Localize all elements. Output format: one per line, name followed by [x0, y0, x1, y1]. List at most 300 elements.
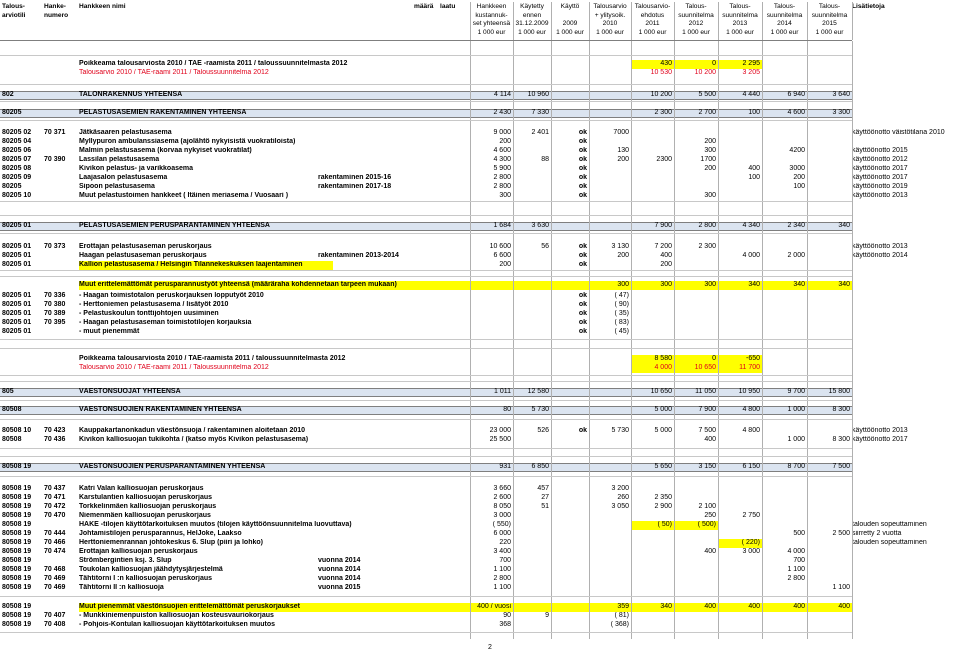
cell-bef: 27 — [541, 494, 549, 501]
cell-num: 70 371 — [44, 129, 66, 136]
cell-y13: 3000 — [789, 165, 805, 172]
cell-tot: 2 430 — [493, 109, 511, 116]
table-row — [0, 310, 960, 319]
cell-num: 70 423 — [44, 427, 66, 434]
cell-y11: 3 150 — [698, 463, 716, 470]
cell-name: Kivikon pelastus- ja varikkoasema — [79, 165, 193, 172]
header-cell: Käyttö — [560, 3, 580, 10]
cell-y14: 400 — [838, 603, 850, 610]
cell-acc: 80205 09 — [2, 174, 32, 181]
cell-y14: 8 300 — [832, 436, 850, 443]
header-cell: arviotili — [2, 11, 26, 19]
cell-bef: 56 — [541, 243, 549, 250]
cell-use: ok — [578, 129, 587, 136]
cell-name: Sipoon pelastusasema — [79, 183, 155, 190]
cell-use: ok — [578, 328, 587, 335]
cell-info: käyttöönotto 2015 — [852, 147, 908, 154]
header-cell: suunnitelma — [722, 11, 758, 19]
table-row — [0, 301, 960, 310]
cell-tot: 4 300 — [493, 156, 511, 163]
table-row — [0, 328, 960, 337]
cell-acc: 80508 — [2, 406, 22, 413]
header-divider — [807, 2, 808, 40]
cell-y11: 10 650 — [694, 364, 716, 371]
cell-num: 70 395 — [44, 319, 66, 326]
cell-bef: 12 580 — [527, 388, 549, 395]
cell-tot: 5 900 — [493, 165, 511, 172]
row-divider — [0, 276, 852, 277]
cell-y11: 11 050 — [695, 388, 716, 395]
cell-y09: ( 90) — [614, 301, 629, 308]
cell-tot: 8 050 — [493, 503, 511, 510]
cell-name: HÄKE -tilojen käyttötarkoituksen muutos (tilojen käyttöönsuunnitelma luovuttava) — [79, 521, 352, 528]
cell-y12: 3 205 — [742, 69, 760, 76]
cell-use: ok — [578, 174, 587, 181]
cell-y13: 1 100 — [787, 566, 805, 573]
table-row — [0, 292, 960, 301]
cell-tot: 1 011 — [494, 388, 511, 395]
cell-y11: 200 — [704, 138, 716, 145]
cell-name: TALONRAKENNUS YHTEENSÄ — [79, 91, 183, 98]
cell-y10: 340 — [660, 603, 672, 610]
cell-name: Talousarvio 2010 / TAE-raami 2011 / Taloussuunnitelma 2012 — [79, 364, 269, 371]
cell-acc: 80508 19 — [2, 521, 32, 528]
cell-y11: 0 — [712, 60, 716, 67]
cell-y09: 3 200 — [611, 485, 629, 492]
header-cell: 2013 — [732, 20, 748, 28]
cell-y11: 7 900 — [698, 406, 716, 413]
cell-bef: 7 330 — [531, 109, 549, 116]
cell-name: - muut pienemmät — [79, 328, 140, 335]
header-cell: Hankkeen nimi — [79, 3, 126, 10]
header-cell: Talous- — [685, 3, 707, 10]
cell-y10: 7 900 — [654, 222, 672, 229]
header-cell: Talous- — [773, 3, 796, 10]
cell-y13: 1 000 — [787, 406, 805, 413]
cell-y09: 260 — [617, 494, 629, 501]
cell-extra: rakentaminen 2017-18 — [318, 183, 392, 190]
cell-name: VÄESTÖNSUOJIEN PERUSPARANTAMINEN YHTEENSÄ — [79, 463, 266, 470]
cell-info: käyttöönotto 2014 — [852, 252, 908, 259]
cell-use: ok — [578, 427, 587, 434]
cell-bef: 2 401 — [531, 129, 549, 136]
header-cell: Talousarvio — [593, 3, 627, 10]
cell-use: ok — [578, 183, 587, 190]
cell-bef: 457 — [537, 485, 549, 492]
row-divider — [0, 101, 852, 102]
cell-y10: 5 000 — [654, 427, 672, 434]
header-divider — [718, 2, 719, 40]
header-cell: 2010 — [602, 20, 618, 28]
cell-num: 70 468 — [44, 566, 66, 573]
header-cell: Talous- — [818, 3, 841, 10]
cell-name: - Pelastuskoulun tonttijohtojen uusiminen — [79, 310, 219, 317]
cell-use: ok — [578, 156, 587, 163]
cell-acc: 80508 19 — [2, 612, 32, 619]
cell-y10: 8 580 — [654, 355, 672, 362]
cell-use: ok — [578, 292, 587, 299]
header-cell: + ylitysoik. — [594, 11, 626, 19]
cell-y10: 5 000 — [654, 406, 672, 413]
cell-use: ok — [578, 192, 587, 199]
cell-name: Karstulantien kalliosuojan peruskorjaus — [79, 494, 213, 501]
cell-y12: 11 700 — [739, 364, 760, 371]
row-divider — [0, 632, 852, 633]
table-row — [0, 60, 960, 69]
cell-y13: 700 — [793, 557, 805, 564]
cell-num: 70 389 — [44, 310, 66, 317]
cell-y11: 2 700 — [698, 109, 716, 116]
cell-num: 70 466 — [44, 539, 66, 546]
cell-y12: 340 — [748, 281, 760, 288]
header-bottom-border — [0, 40, 852, 41]
cell-y14: 340 — [838, 281, 850, 288]
cell-acc: 80205 02 — [2, 129, 32, 136]
header-cell: 1 000 eur — [556, 28, 584, 36]
cell-y11: 300 — [704, 147, 716, 154]
cell-name: Niemenmäen kalliosuojan peruskorjaus — [79, 512, 211, 519]
cell-y09: 200 — [617, 252, 629, 259]
table-row — [0, 91, 960, 100]
table-row — [0, 612, 960, 621]
header-cell: 1 000 eur — [726, 28, 754, 36]
cell-tot: 6 000 — [493, 530, 511, 537]
cell-y14: 340 — [838, 222, 850, 229]
cell-y10: 300 — [660, 281, 672, 288]
cell-acc: 80205 01 — [2, 252, 32, 259]
cell-tot: 1 100 — [493, 566, 511, 573]
cell-tot: 931 — [499, 463, 511, 470]
cell-y09: ( 45) — [614, 328, 629, 335]
cell-acc: 80508 19 — [2, 463, 32, 470]
cell-acc: 80205 01 — [2, 222, 32, 229]
cell-y13: 8 700 — [787, 463, 805, 470]
cell-info: talouden sopeuttaminen — [852, 539, 927, 546]
cell-info: käyttöönotto 2017 — [852, 165, 908, 172]
cell-name: Tähtitorni II :n kalliosuoja — [79, 584, 164, 591]
table-row — [0, 557, 960, 566]
cell-info: käyttöönotto 2017 — [852, 174, 908, 181]
header-cell: 1 000 eur — [638, 28, 667, 36]
cell-extra: vuonna 2014 — [318, 575, 361, 582]
header-cell: 1 000 eur — [815, 28, 844, 36]
cell-y12: 4 000 — [742, 252, 760, 259]
cell-y14: 8 300 — [832, 406, 850, 413]
cell-y10: 10 200 — [650, 91, 672, 98]
row-divider — [0, 233, 852, 234]
header-cell: ennen — [522, 11, 542, 19]
cell-name: Strömbergintien ksj. 3. Slup — [79, 557, 172, 564]
row-divider — [0, 596, 852, 597]
cell-acc: 80508 19 — [2, 566, 32, 573]
cell-use: ok — [578, 301, 587, 308]
cell-y14: 7 500 — [832, 463, 850, 470]
cell-use: ok — [578, 310, 587, 317]
cell-name: Jätkäsaaren pelastusasema — [79, 129, 172, 136]
cell-y13: 100 — [793, 183, 805, 190]
cell-info: käyttöönotto 2013 — [852, 243, 908, 250]
cell-num: 70 469 — [44, 584, 66, 591]
cell-info: talouden sopeuttaminen — [852, 521, 927, 528]
table-row — [0, 174, 960, 183]
cell-y09: 359 — [617, 603, 629, 610]
cell-y11: 400 — [704, 548, 716, 555]
cell-y11: 5 500 — [698, 91, 716, 98]
cell-y12: 10 950 — [738, 388, 760, 395]
cell-num: 70 474 — [44, 548, 66, 555]
cell-extra: rakentaminen 2013-2014 — [318, 252, 399, 259]
cell-y09: 5 730 — [611, 427, 629, 434]
cell-name: - Pohjois-Kontulan kalliosuojan käyttötarkoituksen muutos — [79, 621, 276, 628]
cell-name: Malmin pelastusasema (korvaa nykyiset vuokratilat) — [79, 147, 252, 154]
cell-acc: 80205 01 — [2, 292, 32, 299]
cell-y11: 1700 — [700, 156, 716, 163]
table-row — [0, 192, 960, 201]
cell-acc: 80205 01 — [2, 243, 32, 250]
cell-y14: 15 800 — [828, 388, 850, 395]
row-divider — [0, 419, 852, 420]
cell-name: Toukolan kalliosuojan jäähdytysjärjestelmä — [79, 566, 223, 573]
cell-y13: 4 000 — [787, 548, 805, 555]
cell-use: ok — [578, 243, 587, 250]
cell-y13: 500 — [793, 530, 805, 537]
row-divider — [0, 476, 852, 477]
header-cell: suunnitelma — [811, 11, 848, 19]
cell-y12: 2 750 — [742, 512, 760, 519]
header-cell: numero — [44, 11, 69, 19]
cell-y09: ( 368) — [610, 621, 629, 628]
cell-y10: 2300 — [656, 156, 672, 163]
cell-name: Myllypuron ambulanssiasema (ajolähtö nykyisistä vuokratiloista) — [79, 138, 296, 145]
table-row — [0, 388, 960, 397]
cell-tot: 9 000 — [493, 129, 511, 136]
cell-use: ok — [578, 319, 587, 326]
table-row — [0, 548, 960, 557]
cell-y10: 10 530 — [650, 69, 672, 76]
cell-acc: 80508 19 — [2, 575, 32, 582]
cell-y11: 2 300 — [698, 243, 716, 250]
cell-tot: 10 600 — [489, 243, 511, 250]
cell-acc: 80508 19 — [2, 485, 32, 492]
cell-tot: 80 — [503, 406, 511, 413]
header-cell: kustannuk- — [475, 11, 508, 19]
header-cell: laatu — [440, 3, 456, 10]
table-row — [0, 109, 960, 118]
cell-name: Erottajan pelastusaseman peruskorjaus — [79, 243, 212, 250]
row-divider — [0, 120, 852, 121]
row-divider — [0, 381, 852, 382]
cell-acc: 80205 07 — [2, 156, 32, 163]
cell-use: ok — [578, 138, 587, 145]
header-cell: 2015 — [822, 20, 837, 28]
cell-tot: 700 — [499, 557, 511, 564]
cell-y13: 6 940 — [787, 91, 805, 98]
cell-tot: 90 — [503, 612, 511, 619]
cell-y10: 2 900 — [654, 503, 672, 510]
row-divider — [0, 270, 852, 271]
column-divider — [674, 41, 675, 639]
cell-y13: 400 — [793, 603, 805, 610]
row-divider — [0, 84, 852, 85]
cell-y11: 7 500 — [698, 427, 716, 434]
cell-name: Muut erittelemättömät perusparannustyöt yhteensä (määrärahа kohdennetaan tarpeen mukaan) — [79, 281, 397, 288]
table-row — [0, 427, 960, 436]
table-row — [0, 494, 960, 503]
cell-use: ok — [578, 261, 587, 268]
cell-acc: 80205 01 — [2, 261, 32, 268]
table-row — [0, 138, 960, 147]
cell-num: 70 470 — [44, 512, 66, 519]
cell-acc: 80205 01 — [2, 319, 32, 326]
cell-bef: 51 — [541, 503, 549, 510]
cell-y11: 400 — [704, 603, 716, 610]
cell-name: - Haagan toimistotalon peruskorjauksen lopputyöt 2010 — [79, 292, 264, 299]
column-divider — [470, 41, 471, 639]
cell-y12: 4 440 — [742, 91, 760, 98]
row-divider — [0, 348, 852, 349]
cell-y10: 400 — [660, 252, 672, 259]
cell-y09: ( 47) — [614, 292, 629, 299]
cell-y09: 300 — [617, 281, 629, 288]
cell-name: Johtamistilojen perusparannus, HelJoke, Laakso — [79, 530, 242, 537]
cell-num: 70 408 — [44, 621, 66, 628]
header-cell: Talousarvio- — [634, 3, 671, 10]
header-cell: 2014 — [777, 20, 792, 28]
cell-name: - Haagan pelastusaseman toimistotilojen korjauksia — [79, 319, 252, 326]
cell-y11: 2 100 — [698, 503, 716, 510]
cell-y13: 4200 — [789, 147, 805, 154]
cell-name: Kivikon kalliosuojan tukikohta / (katso myös Kivikon pelastusasema) — [79, 436, 309, 443]
cell-tot: 2 800 — [493, 183, 511, 190]
cell-bef: 6 850 — [531, 463, 549, 470]
cell-num: 70 407 — [44, 612, 66, 619]
table-row — [0, 261, 960, 270]
header-cell: 1 000 eur — [596, 28, 624, 36]
table-row — [0, 603, 960, 612]
row-divider — [0, 215, 852, 216]
cell-y10: 430 — [660, 60, 672, 67]
header-cell: Hankkeen — [476, 3, 507, 10]
cell-y09: ( 81) — [614, 612, 629, 619]
cell-acc: 80205 01 — [2, 301, 32, 308]
cell-y09: 7000 — [613, 129, 629, 136]
cell-y09: ( 83) — [614, 319, 629, 326]
header-divider — [513, 2, 514, 40]
cell-y11: 0 — [712, 355, 716, 362]
cell-y14: 3 300 — [832, 109, 850, 116]
header-cell: Käytetty — [520, 3, 544, 10]
header-cell: 1 000 eur — [770, 28, 799, 36]
cell-y12: 2 295 — [742, 60, 760, 67]
cell-acc: 80508 19 — [2, 584, 32, 591]
cell-name: Muut pelastustoimen hankkeet ( Itäinen meriasema / Vuosaari ) — [79, 192, 289, 199]
header-cell: määrä — [414, 3, 434, 10]
cell-name: Herttoniemenrannan johtokeskus 6. Slup (piiri ja lohko) — [79, 539, 263, 546]
cell-name: Laajasalon pelastusasema — [79, 174, 168, 181]
table-row — [0, 364, 960, 373]
cell-tot: 2 800 — [493, 174, 511, 181]
cell-tot: 368 — [499, 621, 511, 628]
table-row — [0, 621, 960, 630]
row-divider — [0, 375, 852, 376]
row-divider — [0, 448, 852, 449]
header-divider — [674, 2, 675, 40]
table-row — [0, 222, 960, 231]
cell-y13: 4 600 — [787, 109, 805, 116]
row-divider — [0, 456, 852, 457]
cell-y12: 4 800 — [742, 406, 760, 413]
cell-acc: 80508 19 — [2, 512, 32, 519]
header-cell: 2011 — [645, 20, 660, 28]
cell-y13: 2 000 — [787, 252, 805, 259]
cell-num: 70 444 — [44, 530, 66, 537]
cell-acc: 80508 10 — [2, 427, 32, 434]
cell-acc: 80508 19 — [2, 503, 32, 510]
cell-name: Poikkeama talousarviosta 2010 / TAE-raamista 2011 / taloussuunnitelmasta 2012 — [79, 355, 346, 362]
cell-y10: 2 350 — [654, 494, 672, 501]
cell-acc: 80508 19 — [2, 603, 32, 610]
cell-y13: 340 — [793, 281, 805, 288]
table-row — [0, 566, 960, 575]
header-cell: 1 000 eur — [682, 28, 710, 36]
cell-y12: 100 — [748, 174, 760, 181]
column-divider — [551, 41, 552, 639]
cell-tot: 3 400 — [493, 548, 511, 555]
cell-y09: 3 050 — [611, 503, 629, 510]
header-divider — [551, 2, 552, 40]
header-cell: 1 000 eur — [518, 28, 546, 36]
header-cell: suunnitelma — [766, 11, 803, 19]
cell-tot: 6 600 — [493, 252, 511, 259]
header-divider — [589, 2, 590, 40]
cell-tot: 200 — [499, 261, 511, 268]
cell-y13: 2 800 — [787, 575, 805, 582]
cell-y12: 4 800 — [742, 427, 760, 434]
cell-y13: 2 340 — [787, 222, 805, 229]
table-row — [0, 252, 960, 261]
cell-y11: 2 800 — [698, 222, 716, 229]
cell-y09: ( 35) — [614, 310, 629, 317]
header-cell: suunnitelma — [678, 11, 714, 19]
cell-name: VÄESTÖNSUOJAT YHTEENSÄ — [79, 388, 181, 395]
column-divider — [513, 41, 514, 639]
table-row — [0, 539, 960, 548]
cell-num: 70 436 — [44, 436, 66, 443]
cell-num: 70 373 — [44, 243, 66, 250]
cell-name: - Munkkiniemenpuiston kalliosuojan kosteusvauriokorjaus — [79, 612, 274, 619]
cell-num: 70 437 — [44, 485, 66, 492]
cell-y14: 1 100 — [832, 584, 850, 591]
cell-y11: 10 200 — [694, 69, 716, 76]
cell-acc: 80508 19 — [2, 530, 32, 537]
cell-acc: 80205 06 — [2, 147, 32, 154]
page-number: 2 — [488, 644, 492, 651]
cell-use: ok — [578, 147, 587, 154]
cell-tot: 23 000 — [489, 427, 511, 434]
cell-tot: 3 660 — [493, 485, 511, 492]
cell-extra: rakentaminen 2015-16 — [318, 174, 392, 181]
header-cell: set yhteensä — [472, 20, 511, 28]
cell-y12: 400 — [748, 165, 760, 172]
cell-tot: 4 114 — [494, 91, 511, 98]
cell-name: Haagan pelastusaseman peruskorjaus — [79, 252, 207, 259]
table-row — [0, 485, 960, 494]
table-row — [0, 156, 960, 165]
cell-info: käyttöönotto 2017 — [852, 436, 908, 443]
cell-y10: 2 300 — [654, 109, 672, 116]
table-row — [0, 406, 960, 415]
cell-tot: 2 600 — [493, 494, 511, 501]
